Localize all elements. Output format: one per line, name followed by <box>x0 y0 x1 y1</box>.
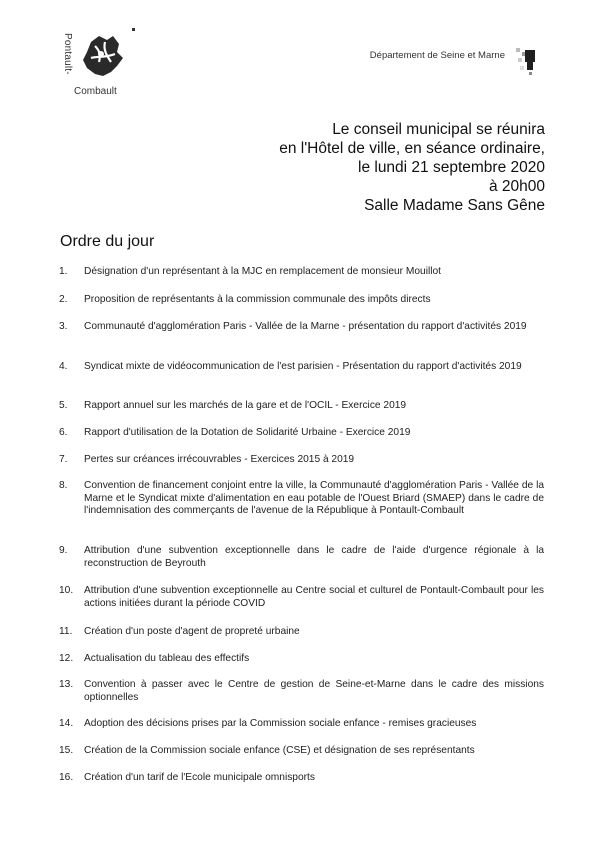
department-label: Département de Seine et Marne <box>369 50 505 61</box>
announcement-line: Le conseil municipal se réunira <box>332 121 545 138</box>
agenda-item-text: Rapport annuel sur les marchés de la gare et de l'OCIL - Exercice 2019 <box>84 400 407 411</box>
agenda-item-number: 12. <box>59 653 74 664</box>
map-emblem-icon <box>77 32 125 82</box>
agenda-item-text: Pertes sur créances irrécouvrables - Exercices 2015 à 2019 <box>84 454 355 465</box>
agenda-item-number: 8. <box>59 480 68 491</box>
agenda-item-text: Création d'un poste d'agent de propreté urbaine <box>84 626 300 637</box>
agenda-item-number: 2. <box>59 294 68 305</box>
agenda-item-text: Rapport d'utilisation de la Dotation de Solidarité Urbaine - Exercice 2019 <box>84 427 411 438</box>
agenda-item-text: Actualisation du tableau des effectifs <box>84 653 250 664</box>
agenda-item-text: Convention à passer avec le Centre de gestion de Seine-et-Marne dans le cadre des missions optionnelles <box>84 679 544 703</box>
agenda-item-text: Adoption des décisions prises par la Commission sociale enfance - remises gracieuses <box>84 718 477 729</box>
agenda-item-text: Création d'un tarif de l'Ecole municipale omnisports <box>84 772 315 783</box>
agenda-item-number: 15. <box>59 745 74 756</box>
agenda-item-text: Attribution d'une subvention exceptionnelle dans le cadre de l'aide d'urgence régionale à la reconstruction de Beyrouth <box>84 545 544 569</box>
meeting-announcement <box>279 120 545 215</box>
agenda-item-text: Syndicat mixte de vidéocommunication de l'est parisien - Présentation du rapport d'activités 2019 <box>84 361 522 372</box>
agenda-title: Ordre du jour <box>60 233 155 250</box>
agenda-item-number: 14. <box>59 718 74 729</box>
agenda-item-number: 1. <box>59 266 68 277</box>
department-emblem-icon <box>514 46 540 80</box>
agenda-item-text: Proposition de représentants à la commission communale des impôts directs <box>84 294 431 305</box>
agenda-item-number: 9. <box>59 545 68 556</box>
announcement-line: à 20h00 <box>488 178 545 195</box>
announcement-line: le lundi 21 septembre 2020 <box>358 159 545 176</box>
agenda-item-number: 6. <box>59 427 68 438</box>
announcement-line: Salle Madame Sans Gêne <box>364 197 545 214</box>
agenda-item-text: Création de la Commission sociale enfance (CSE) et désignation de ses représentants <box>84 745 475 756</box>
logo-vertical-text: Pontault- <box>62 33 73 75</box>
agenda-item-number: 5. <box>59 400 68 411</box>
agenda-item-number: 10. <box>59 585 74 596</box>
agenda-item-number: 16. <box>59 772 74 783</box>
agenda-item-text: Convention de financement conjoint entre la ville, la Communauté d'agglomération Paris - Vallée de la Marne et le Syndicat mixte d'alimentation en eau potable de l'Ouest Briard (SMAEP) dans le cadre de l'indemnisation des commerçants de l'avenue de la République à Pontault-Combault <box>84 480 544 517</box>
announcement-line: en l'Hôtel de ville, en séance ordinaire, <box>279 140 545 157</box>
agenda-item-text: Désignation d'un représentant à la MJC en remplacement de monsieur Mouillot <box>84 266 441 277</box>
agenda-item-number: 7. <box>59 454 68 465</box>
agenda-item-text: Communauté d'agglomération Paris - Vallée de la Marne - présentation du rapport d'activités 2019 <box>84 321 527 332</box>
agenda-item-number: 3. <box>59 321 68 332</box>
agenda-item-text: Attribution d'une subvention exceptionnelle au Centre social et culturel de Pontault-Combault pour les actions initiées durant la période COVID <box>84 585 544 609</box>
logo-bottom-text: Combault <box>74 86 117 97</box>
logo-dot <box>132 28 135 31</box>
agenda-item-number: 4. <box>59 361 68 372</box>
agenda-item-number: 13. <box>59 679 74 690</box>
agenda-item-number: 11. <box>59 626 73 637</box>
